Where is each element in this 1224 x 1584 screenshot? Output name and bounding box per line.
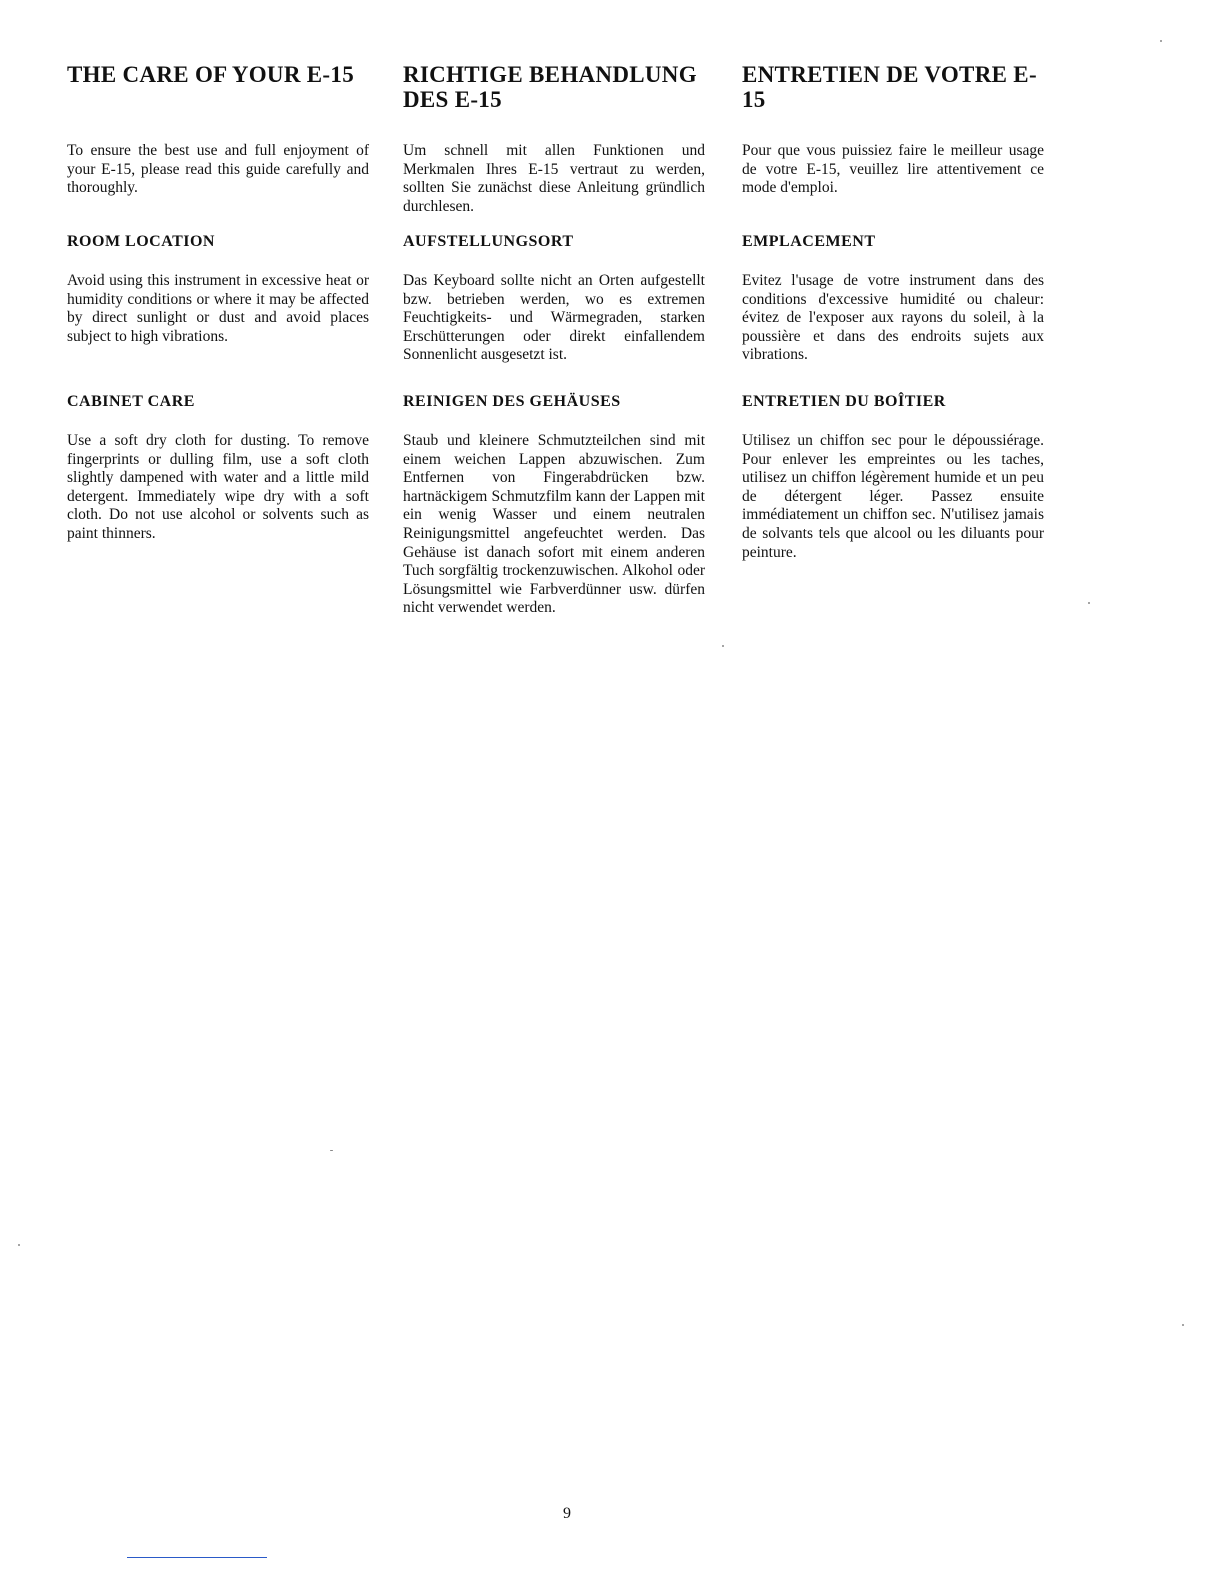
scan-speck (1182, 1324, 1184, 1326)
english-column (67, 62, 369, 544)
french-room-heading: EMPLACEMENT (742, 233, 876, 250)
german-room-heading: AUFSTELLUNGSORT (403, 233, 574, 250)
english-cabinet-text: Use a soft dry cloth for dusting. To remove fingerprints or dulling film, use a soft cloth slightly dampened with water and a little mild detergent. Immediately wipe dry with a soft cloth. Do not use alcohol or solvents such as paint thinners. (67, 432, 369, 542)
german-intro: Um schnell mit allen Funktionen und Merkmalen Ihres E-15 vertraut zu werden, sollten Sie zunächst diese Anleitung gründlich durchlesen. (403, 142, 705, 215)
english-room-heading: ROOM LOCATION (67, 233, 215, 250)
german-cabinet-heading: REINIGEN DES GEHÄUSES (403, 393, 621, 410)
french-cabinet-text: Utilisez un chiffon sec pour le dépoussiérage. Pour enlever les empreintes ou les taches, utilisez un chiffon légèrement humide et un peu de détergent léger. Passez ensuite immédiatement un chiffon sec. N'utilisez jamais de solvants tels que alcool ou les diluants pour peinture. (742, 432, 1044, 561)
english-room-text: Avoid using this instrument in excessive heat or humidity conditions or where it may be affected by direct sunlight or dust and avoid places subject to high vibrations. (67, 272, 369, 345)
french-intro: Pour que vous puissiez faire le meilleur usage de votre E-15, veuillez lire attentivement ce mode d'emploi. (742, 142, 1044, 197)
german-title: RICHTIGE BEHANDLUNG DES E-15 (403, 62, 697, 112)
scan-speck (722, 645, 724, 647)
french-title: ENTRETIEN DE VOTRE E-15 (742, 62, 1037, 112)
french-cabinet-heading: ENTRETIEN DU BOÎTIER (742, 393, 946, 410)
german-cabinet-text: Staub und kleinere Schmutzteilchen sind mit einem weichen Lappen abzuwischen. Zum Entfernen von Fingerabdrücken bzw. hartnäckigem Schmutzfilm kann der Lappen mit ein wenig Wasser und einem neutralen Reinigungsmittel angefeuchtet werden. Das Gehäuse ist danach sofort mit einem anderen Tuch sorgfältig trockenzuwischen. Alkohol oder Lösungsmittel wie Farbverdünner usw. dürfen nicht verwendet werden. (403, 432, 705, 617)
scan-speck (330, 1150, 333, 1151)
scan-speck (18, 1244, 20, 1246)
scan-speck (1160, 40, 1162, 42)
footer-rule (127, 1557, 267, 1558)
french-room-text: Evitez l'usage de votre instrument dans des conditions d'excessive humidité ou chaleur: évitez de l'exposer aux rayons du soleil, à la poussière et dans des endroits sujets aux vibrations. (742, 272, 1044, 364)
english-intro: To ensure the best use and full enjoyment of your E-15, please read this guide carefully and thoroughly. (67, 142, 369, 197)
german-room-text: Das Keyboard sollte nicht an Orten aufgestellt bzw. betrieben werden, wo es extremen Feuchtigkeits- und Wärmegraden, starken Erschütterungen oder direkt einfallendem Sonnenlicht ausgesetzt ist. (403, 272, 705, 364)
scan-speck (1088, 602, 1090, 604)
english-title: THE CARE OF YOUR E-15 (67, 62, 354, 87)
german-column (403, 62, 705, 618)
french-column (742, 62, 1044, 562)
page-number: 9 (563, 1505, 571, 1522)
english-cabinet-heading: CABINET CARE (67, 393, 195, 410)
